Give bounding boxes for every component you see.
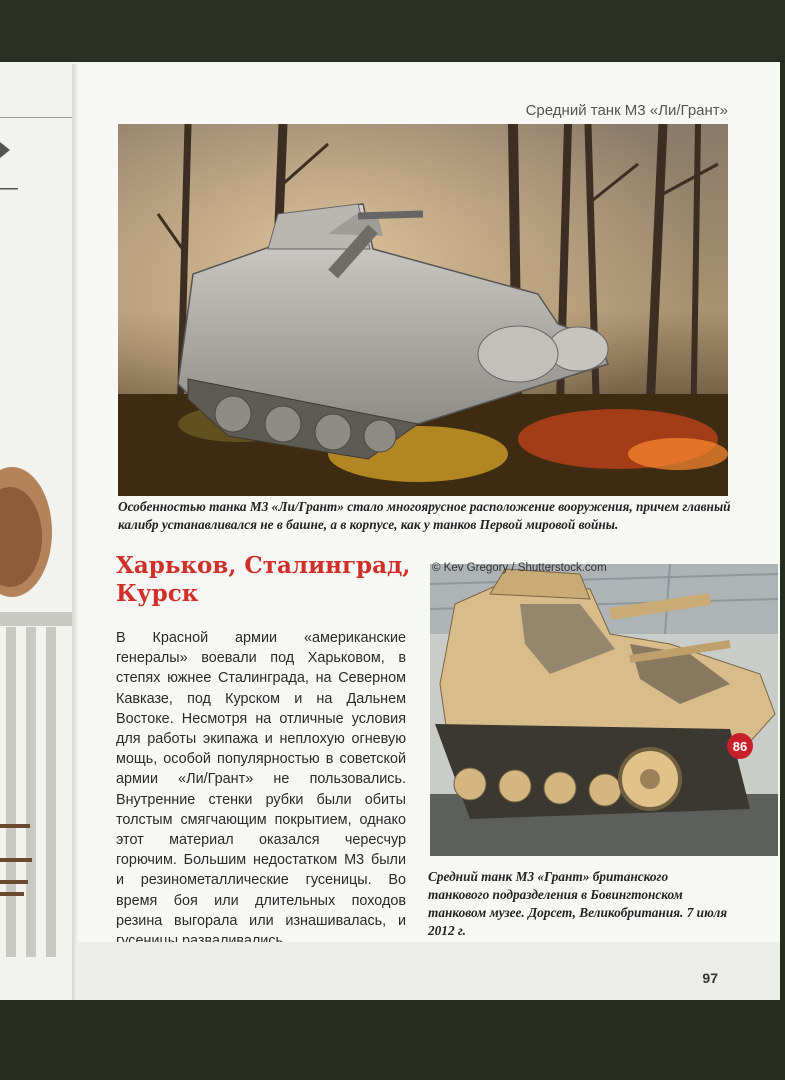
previous-page-edge bbox=[0, 62, 78, 1002]
footer-band bbox=[78, 942, 780, 1000]
page-number: 97 bbox=[702, 970, 718, 986]
tank-number: 86 bbox=[732, 739, 748, 754]
stripe-pattern bbox=[0, 612, 78, 957]
main-image-caption: Особенностью танка М3 «Ли/Грант» стало многоярусное расположение вооружения, причем главный калибр устанавливался не в башне, а в корпусе, как у танков Первой мировой войны. bbox=[118, 499, 731, 532]
scan-background-bottom bbox=[0, 1000, 785, 1080]
arrow-marker-icon bbox=[0, 142, 10, 158]
photo-credit: © Kev Gregory / Shutterstock.com bbox=[432, 562, 607, 574]
photo-caption: Средний танк М3 «Грант» британского танкового подразделения в Бовингтонском танковом музее. Дорсет, Великобритания. 7 июля 2012 г. bbox=[428, 869, 728, 938]
main-illustration bbox=[118, 124, 728, 496]
body-text: В Красной армии «американские генералы» воевали под Харьковом, в степях южнее Сталинграда, на Северном Кавказе, под Курском и на Дальнем Востоке. Несмотря на отличные условия для работы экипажа и неплохую огневую мощь, особой популярностью в советской армии «Ли/Грант» не пользовались. Внутренние стенки рубки были обиты толстым смягчающим покрытием, однако этот материал оказался чересчур горючим. Большим недостатком М3 были и резинометаллические гусеницы. Во время боя или длительных походов резина выгорала или изнашивалась, и bbox=[116, 630, 406, 929]
running-head: Средний танк М3 «Ли/Грант» bbox=[525, 102, 728, 119]
scan-background-top bbox=[0, 0, 785, 60]
museum-tank-photo bbox=[430, 564, 778, 856]
previous-page-fragments bbox=[0, 62, 78, 1002]
book-page bbox=[78, 62, 780, 1000]
section-heading: Харьков, Сталинград, Курск bbox=[116, 552, 411, 607]
